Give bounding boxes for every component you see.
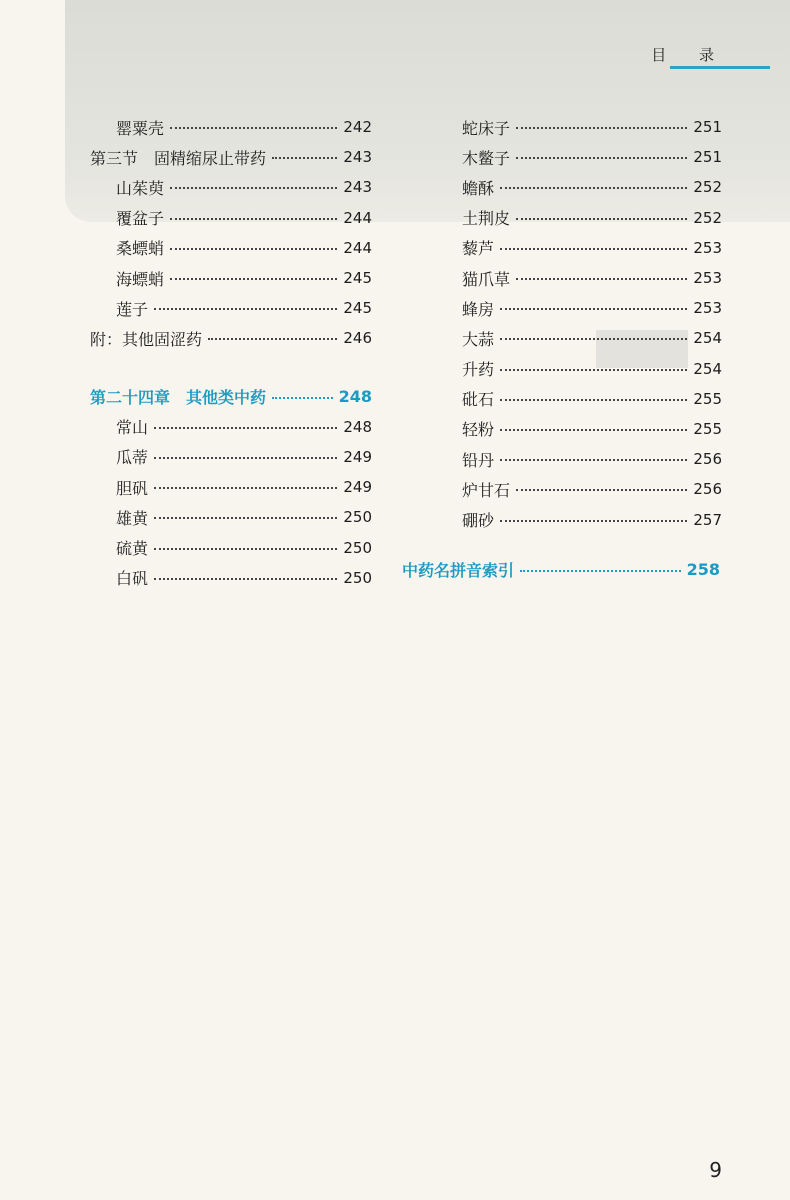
dot-leader [500, 429, 687, 431]
toc-entry-label: 轻粉 [462, 420, 495, 440]
toc-entry-page: 254 [693, 359, 722, 378]
toc-entry-label: 蛇床子 [462, 118, 511, 138]
toc-entry[interactable] [90, 442, 372, 472]
dot-leader [154, 427, 337, 429]
toc-entry-page: 251 [693, 148, 722, 167]
chapter-page: 248 [338, 387, 372, 407]
toc-entry-page: 244 [343, 238, 372, 257]
toc-entry-label: 木鳖子 [462, 148, 511, 168]
toc-entry[interactable] [90, 412, 372, 442]
toc-entry[interactable] [90, 263, 372, 293]
toc-entry-label: 硼砂 [462, 511, 495, 531]
toc-entry[interactable] [462, 172, 722, 202]
toc-entry-label: 附：其他固涩药 [90, 329, 203, 349]
toc-entry-page: 249 [343, 447, 372, 466]
toc-entry[interactable] [462, 474, 722, 504]
dot-leader [170, 218, 337, 220]
toc-entry[interactable] [462, 142, 722, 172]
dot-leader [272, 397, 333, 399]
toc-entry[interactable] [462, 293, 722, 323]
toc-entry-page: 244 [343, 208, 372, 227]
toc-entry-page: 253 [693, 238, 722, 257]
dot-leader [516, 278, 687, 280]
toc-entry-page: 250 [343, 568, 372, 587]
toc-entry-page: 256 [693, 450, 722, 469]
dot-leader [208, 338, 337, 340]
toc-entry-label: 瓜蒂 [116, 448, 149, 468]
toc-entry-label: 第三节 固精缩尿止带药 [90, 148, 267, 168]
dot-leader [500, 308, 687, 310]
toc-entry[interactable] [90, 532, 372, 562]
toc-entry-page: 248 [343, 417, 372, 436]
toc-entry-page: 257 [693, 510, 722, 529]
toc-entry[interactable] [90, 563, 372, 593]
toc-right-column [402, 112, 722, 585]
dot-leader [516, 157, 687, 159]
toc-entry-label: 炉甘石 [462, 480, 511, 500]
toc-entry-label: 桑螵蛸 [116, 239, 165, 259]
toc-entry[interactable] [90, 142, 372, 172]
index-page: 258 [686, 560, 720, 580]
toc-entry-page: 254 [693, 329, 722, 348]
dot-leader [500, 399, 687, 401]
toc-entry-label: 胆矾 [116, 478, 149, 498]
toc-entry[interactable] [462, 384, 722, 414]
toc-entry-label: 砒石 [462, 390, 495, 410]
toc-entry[interactable] [90, 172, 372, 202]
dot-leader [516, 127, 687, 129]
toc-entry-label: 蜂房 [462, 299, 495, 319]
dot-leader [500, 369, 687, 371]
toc-entry[interactable] [462, 354, 722, 384]
dot-leader [500, 248, 687, 250]
dot-leader [170, 248, 337, 250]
toc-entry-label: 白矾 [116, 569, 149, 589]
dot-leader [154, 457, 337, 459]
dot-leader [272, 157, 337, 159]
toc-entry-label: 莲子 [116, 299, 149, 319]
toc-entry-page: 251 [693, 118, 722, 137]
dot-leader [520, 570, 681, 572]
chapter-label: 第二十四章 其他类中药 [90, 388, 267, 408]
toc-left-list [90, 112, 372, 354]
toc-entry-label: 铅丹 [462, 450, 495, 470]
page-title: 目 录 [651, 46, 728, 64]
toc-entry-label: 大蒜 [462, 329, 495, 349]
toc-entry-page: 252 [693, 208, 722, 227]
toc-entry-label: 山茱萸 [116, 178, 165, 198]
toc-entry-label: 硫黄 [116, 539, 149, 559]
toc-entry-label: 常山 [116, 418, 149, 438]
toc-entry-page: 256 [693, 480, 722, 499]
toc-entry-page: 246 [343, 329, 372, 348]
toc-entry-label: 罂粟壳 [116, 118, 165, 138]
dot-leader [154, 308, 337, 310]
toc-entry[interactable] [90, 233, 372, 263]
toc-entry-label: 蟾酥 [462, 178, 495, 198]
dot-leader [154, 517, 337, 519]
toc-entry[interactable] [90, 323, 372, 353]
dot-leader [170, 127, 337, 129]
dot-leader [516, 218, 687, 220]
dot-leader [500, 520, 687, 522]
toc-entry-page: 242 [343, 118, 372, 137]
toc-entry-page: 252 [693, 178, 722, 197]
toc-right-list [462, 112, 722, 535]
dot-leader [500, 459, 687, 461]
toc-entry-label: 猫爪草 [462, 269, 511, 289]
toc-entry[interactable] [462, 414, 722, 444]
dot-leader [154, 487, 337, 489]
toc-entry[interactable] [462, 504, 722, 534]
toc-entry-page: 245 [343, 269, 372, 288]
toc-chapter-list [90, 412, 372, 593]
toc-entry-label: 雄黄 [116, 508, 149, 528]
dot-leader [500, 187, 687, 189]
toc-entry[interactable] [90, 502, 372, 532]
toc-entry-page: 255 [693, 419, 722, 438]
toc-entry[interactable] [462, 203, 722, 233]
toc-entry-page: 253 [693, 299, 722, 318]
toc-entry-page: 249 [343, 478, 372, 497]
dot-leader [154, 548, 337, 550]
toc-entry[interactable] [90, 293, 372, 323]
toc-entry-page: 245 [343, 299, 372, 318]
dot-leader [154, 578, 337, 580]
toc-entry-page: 243 [343, 148, 372, 167]
toc-entry-page: 253 [693, 269, 722, 288]
dot-leader [170, 187, 337, 189]
toc-entry-page: 255 [693, 389, 722, 408]
toc-entry[interactable] [462, 233, 722, 263]
toc-entry-label: 海螵蛸 [116, 269, 165, 289]
toc-entry-label: 升药 [462, 360, 495, 380]
toc-chapter-entry[interactable] [90, 382, 372, 412]
toc-entry-page: 243 [343, 178, 372, 197]
dot-leader [516, 489, 687, 491]
dot-leader [500, 338, 687, 340]
toc-entry-label: 土荆皮 [462, 209, 511, 229]
toc-entry[interactable] [462, 323, 722, 353]
toc-entry-label: 覆盆子 [116, 209, 165, 229]
toc-entry[interactable] [90, 112, 372, 142]
toc-entry[interactable] [90, 472, 372, 502]
toc-entry[interactable] [462, 112, 722, 142]
toc-entry-label: 藜芦 [462, 239, 495, 259]
toc-left-column [90, 112, 372, 593]
toc-entry[interactable] [462, 263, 722, 293]
dot-leader [170, 278, 337, 280]
toc-entry-page: 250 [343, 538, 372, 557]
toc-index-entry[interactable] [402, 555, 720, 585]
toc-entry-page: 250 [343, 508, 372, 527]
toc-entry[interactable] [90, 203, 372, 233]
header-underline [670, 66, 770, 69]
toc-entry[interactable] [462, 444, 722, 474]
page-number: 9 [709, 1158, 722, 1182]
index-label: 中药名拼音索引 [402, 561, 515, 581]
section-gap [90, 354, 372, 382]
